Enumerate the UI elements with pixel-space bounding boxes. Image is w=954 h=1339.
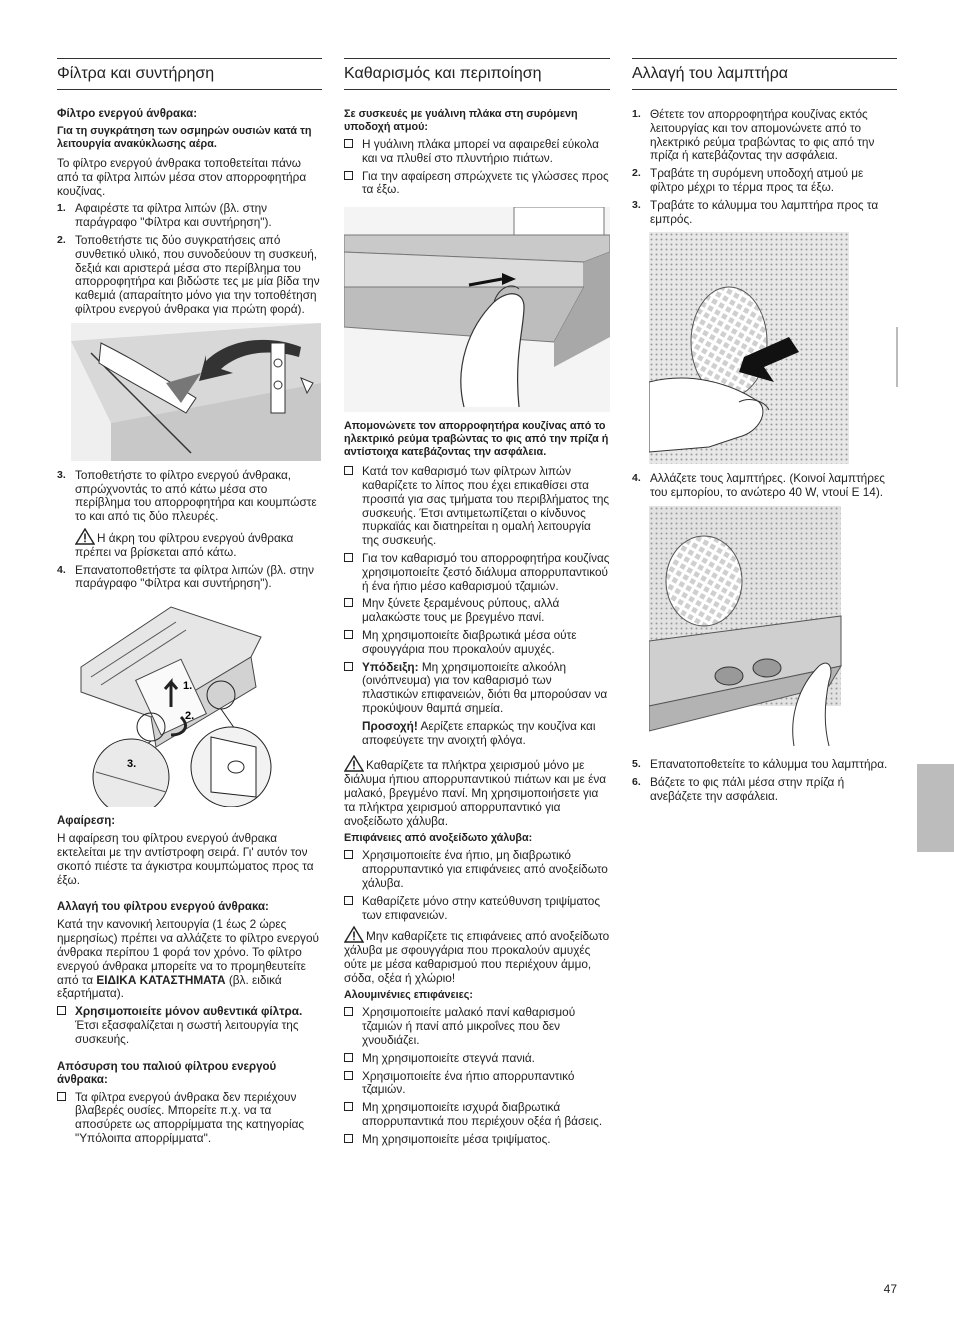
checkbox-bullet	[344, 139, 353, 148]
paragraph: Το φίλτρο ενεργού άνθρακα τοποθετείται πάνω από τα φίλτρα λιπών μέσα στον απορροφητήρα κουζίνας.	[57, 156, 307, 198]
checkbox-bullet	[344, 1102, 353, 1111]
section-title: Αλλαγή του λαμπτήρα	[632, 58, 897, 90]
check-item: Χρησιμοποιείτε μόνον αυθεντικά φίλτρα. Έτσι εξασφαλίζεται η σωστή λειτουργία της συσκευής.	[57, 1005, 322, 1046]
check-item: Για τον καθαρισμό του απορροφητήρα κουζίνας χρησιμοποιείτε ζεστό διάλυμα απορρυπαντικού ή ένα ήπιο μέσο καθαρισμού τζαμιών.	[344, 552, 610, 593]
check-item: Μη χρησιμοποιείτε διαβρωτικά μέσα ούτε σφουγγάρια που προκαλούν αμυχές.	[344, 629, 610, 657]
step-item: 2. Τραβάτε τη συρόμενη υποδοχή ατμού με φίλτρο μέχρι το τέρμα προς τα έξω.	[632, 166, 864, 194]
warning-icon	[344, 755, 364, 772]
checkbox-bullet	[344, 1007, 353, 1016]
figure-label: 2.	[185, 710, 195, 723]
check-item: Για την αφαίρεση σπρώχνετε τις γλώσσες προς τα έξω.	[344, 170, 610, 198]
warning-icon	[344, 926, 364, 943]
check-item: Χρησιμοποιείτε ένα ήπιο, μη διαβρωτικό απορρυπαντικό για επιφάνειες από ανοξείδωτο χάλυβα.	[344, 849, 610, 890]
subheading-note: Για τη συγκράτηση των οσμηρών ουσιών κατά τη λειτουργία ανακύκλωσης αέρα.	[57, 125, 312, 150]
check-item: Υπόδειξη: Μη χρησιμοποιείτε αλκοόλη (οινόπνευμα) για τον καθαρισμό των πλαστικών επιφανειών, διότι θα μπορούσαν να προκύψουν θαμπά σημεία.	[344, 661, 610, 716]
check-item: Καθαρίζετε μόνο στην κατεύθυνση τριψίματος των επιφανειών.	[344, 895, 610, 923]
check-item: Μη χρησιμοποιείτε ισχυρά διαβρωτικά απορρυπαντικά που περιέχουν οξέα ή βάσεις.	[344, 1101, 610, 1129]
check-item: Χρησιμοποιείτε μαλακό πανί καθαρισμού τζαμιών ή πανί από μικροΐνες που δεν χνουδιάζει.	[344, 1006, 610, 1047]
section-title: Καθαρισμός και περιποίηση	[344, 58, 610, 90]
step-item: 4. Επανατοποθετήστε τα φίλτρα λιπών (βλ. στην παράγραφο "Φίλτρα και συντήρηση").	[57, 562, 314, 591]
checkbox-bullet	[344, 850, 353, 859]
step-item: 3. Τραβάτε το κάλυμμα του λαμπτήρα προς τα εμπρός.	[632, 197, 879, 226]
check-item: Χρησιμοποιείτε ένα ήπιο απορρυπαντικό τζαμιών.	[344, 1070, 610, 1098]
step-item: 4. Αλλάζετε τους λαμπτήρες. (Κοινοί λαμπτήρες του εμπορίου, το ανώτερο 40 W, ντουί E 14).	[632, 471, 885, 500]
step-item: 5. Επανατοποθετείτε το κάλυμμα του λαμπτήρα.	[632, 756, 888, 771]
subheading: Σε συσκευές με γυάλινη πλάκα στη συρόμενη υποδοχή ατμού:	[344, 108, 578, 133]
paragraph: Η αφαίρεση του φίλτρου ενεργού άνθρακα εκτελείται με την αντίστροφη σειρά. Γι' αυτόν τον σκοπό πιέστε τα άγκιστρα κουμπώματος προς τα έξω.	[57, 831, 314, 887]
subheading: Αλουμινένιες επιφάνειες:	[344, 989, 473, 1002]
subheading: Φίλτρο ενεργού άνθρακα:	[57, 108, 198, 120]
page-number: 47	[883, 1282, 897, 1296]
checkbox-bullet	[57, 1006, 66, 1015]
step-item: 1. Θέτετε τον απορροφητήρα κουζίνας εκτός λειτουργίας και τον απομονώνετε από το ηλεκτρικό ρεύμα τραβώντας το φις από την πρίζα ή κατεβάζοντας την ασφάλεια.	[632, 107, 875, 163]
warning-note: Η άκρη του φίλτρου ενεργού άνθρακα πρέπει να βρίσκεται από κάτω.	[57, 528, 322, 560]
check-item: Τα φίλτρα ενεργού άνθρακα δεν περιέχουν βλαβερές ουσίες. Μπορείτε π.χ. να τα αποσύρετε ως απορρίμματα της κατηγορίας "Υπόλοιπα απορρίμματα".	[57, 1091, 322, 1146]
figure-label: 3.	[127, 758, 137, 771]
subheading: Επιφάνειες από ανοξείδωτο χάλυβα:	[344, 832, 533, 845]
figure-filter-holder	[71, 323, 321, 461]
isolation-notice: Απομονώνετε τον απορροφητήρα κουζίνας από το ηλεκτρικό ρεύμα τραβώντας το φις από την πρίζα ή αντίστοιχα κατεβάζοντας την ασφάλεια.	[344, 420, 609, 459]
column-lamp	[632, 58, 897, 807]
figure-label: 1.	[183, 680, 193, 693]
warning-note: Μην καθαρίζετε τις επιφάνειες από ανοξείδωτο χάλυβα με σφουγγάρια που προκαλούν αμυχές ούτε με μέσα καθαρισμού που περιέχουν άμμο, σόδα, οξέα ή χλώριο!	[344, 926, 610, 985]
checkbox-bullet	[344, 553, 353, 562]
step-item: 6. Βάζετε το φις πάλι μέσα στην πρίζα ή ανεβάζετε την ασφάλεια.	[632, 774, 845, 803]
step-item: 1. Αφαιρέστε τα φίλτρα λιπών (βλ. στην παράγραφο "Φίλτρα και συντήρηση").	[57, 201, 272, 230]
checkbox-bullet	[344, 171, 353, 180]
checkbox-bullet	[344, 630, 353, 639]
subheading: Αφαίρεση:	[57, 815, 116, 828]
check-item: Κατά τον καθαρισμό των φίλτρων λιπών καθαρίζετε το λίπος που έχει επικαθίσει στα προσιτά για σας τμήματα του περιβλήματος της συσκευής. Έτσι αντιμετωπίζεται ο κίνδυνος πυρκαϊάς και διατηρείται η ομαλή λειτουργία της συσκευής.	[344, 465, 610, 548]
subheading: Απόσυρση του παλιού φίλτρου ενεργού άνθρακα:	[57, 1060, 277, 1086]
checkbox-bullet	[344, 598, 353, 607]
warning-note: Καθαρίζετε τα πλήκτρα χειρισμού μόνο με διάλυμα ήπιου απορρυπαντικού πιάτων και με ένα μαλακό, βρεγμένο πανί. Μη χρησιμοποιήσετε για τα πλήκτρα χειρισμού απορρυπαντικό για ανοξείδωτο χάλυβα.	[344, 755, 610, 828]
step-item: 2. Τοποθετήστε τις δύο συγκρατήσεις από συνθετικό υλικό, που συνοδεύουν τη συσκευή, δεξιά και αριστερά μέσα στο περίβλημα του απορροφητήρα και βιδώστε τες με μία βίδα την καθεμιά (απαραίτητο μόνο για την τοποθέτηση φίλτρου ενεργού άνθρακα για πρώτη φορά).	[57, 232, 320, 316]
column-cleaning	[344, 58, 610, 1151]
figure-glass-removal	[344, 207, 610, 412]
figure-lamp-change	[649, 506, 899, 750]
checkbox-bullet	[57, 1092, 66, 1101]
subheading: Αλλαγή του φίλτρου ενεργού άνθρακα:	[57, 901, 269, 914]
checkbox-bullet	[344, 1134, 353, 1143]
check-item: Η γυάλινη πλάκα μπορεί να αφαιρεθεί εύκολα και να πλυθεί στο πλυντήριο πιάτων.	[344, 138, 610, 166]
checkbox-bullet	[344, 896, 353, 905]
checkbox-bullet	[344, 662, 353, 671]
column-filters	[57, 58, 322, 1150]
step-item: 3. Τοποθετήστε το φίλτρο ενεργού άνθρακα, σπρώχνοντάς το από κάτω μέσα στο περίβλημα του απορροφητήρα και κουμπώστε το και από τις δύο πλευρές.	[57, 467, 317, 524]
paragraph: Κατά την κανονική λειτουργία (1 έως 2 ώρες ημερησίως) πρέπει να αλλάζετε το φίλτρο ενεργού άνθρακα περίπου 1 φορά τον χρόνο. Το φίλτρο ενεργού άνθρακα μπορείτε να το προμηθευτείτε από τα ΕΙΔΙΚΑ ΚΑΤΑΣΤΗΜΑΤΑ (βλ. ειδικά εξαρτήματα).	[57, 917, 319, 1001]
figure-filter-insert	[71, 597, 321, 807]
checkbox-bullet	[344, 1053, 353, 1062]
figure-lamp-cover	[649, 232, 899, 464]
checkbox-bullet	[344, 466, 353, 475]
section-title: Φίλτρα και συντήρηση	[57, 58, 322, 90]
language-tab-marker	[917, 764, 954, 852]
warning-icon	[75, 528, 95, 545]
caution-note: Προσοχή! Αερίζετε επαρκώς την κουζίνα και αποφεύγετε την ανοιχτή φλόγα.	[362, 718, 596, 747]
check-item: Μη χρησιμοποιείτε μέσα τριψίματος.	[344, 1133, 610, 1147]
checkbox-bullet	[344, 1071, 353, 1080]
check-item: Μην ξύνετε ξεραμένους ρύπους, αλλά μαλακώστε τους με βρεγμένο πανί.	[344, 597, 610, 625]
check-item: Μη χρησιμοποιείτε στεγνά πανιά.	[344, 1052, 610, 1066]
